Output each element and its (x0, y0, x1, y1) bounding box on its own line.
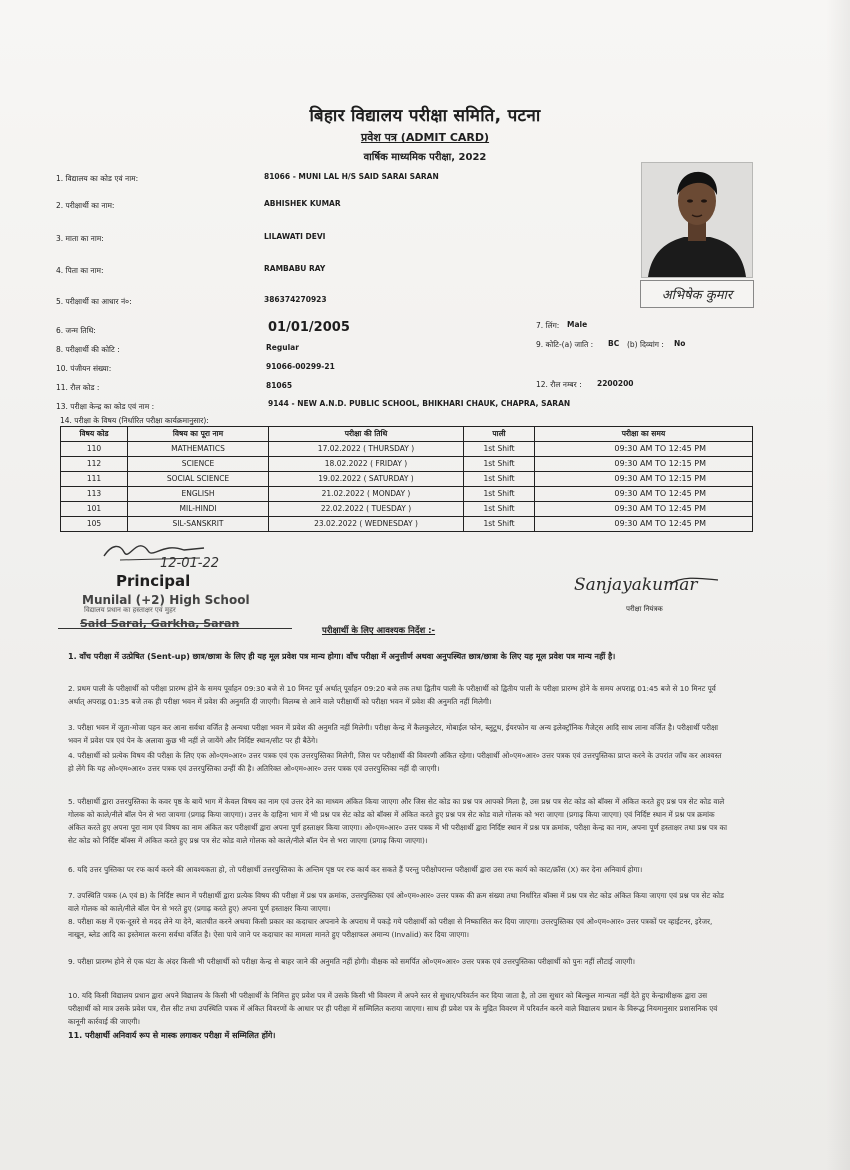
exam-date: 21.02.2022 ( MONDAY ) (269, 487, 464, 502)
instruction-item: 1. वाँच परीक्षा में उत्प्रेषित (Sent-up) छात्र/छात्रा के लिए ही यह मूल प्रवेश पत्र मान्य होगा। वाँच परीक्षा में अनुत्तीर्ण अथवा अनुपस्थित छात्र/छात्रा के लिए यह मूल प्रवेश पत्र मान्य नहीं है। (68, 652, 616, 661)
aadhaar-value: 386374270923 (264, 295, 327, 304)
exam-shift: 1st Shift (464, 487, 535, 502)
exam-time: 09:30 AM TO 12:15 PM (535, 457, 753, 472)
centre-label: 13. परीक्षा केन्द्र का कोड एवं नाम : (56, 402, 155, 411)
candidate-signature-box (640, 280, 754, 308)
subject-name: SOCIAL SCIENCE (128, 472, 269, 487)
subjects-label: 14. परीक्षा के विषय (निर्धारित परीक्षा कार्यक्रमानुसार): (60, 416, 209, 425)
exam-date: 19.02.2022 ( SATURDAY ) (269, 472, 464, 487)
subject-name: MIL-HINDI (128, 502, 269, 517)
instruction-item: 6. यदि उत्तर पुस्तिका पर रफ कार्य करने की आवश्यकता हो, तो परीक्षार्थी उत्तरपुस्तिका के अन्तिम पृष्ठ पर रफ कार्य कर सकते हैं परन्तु परीक्षोपरान्त परीक्षार्थी द्वारा उस रफ कार्य को काट/क्रॉस (X) कर देना अनिवार्य होगा। (68, 865, 643, 874)
table-row (61, 517, 753, 532)
name-label: 2. परीक्षार्थी का नाम: (56, 201, 115, 210)
paper-fold-shadow (826, 0, 850, 1170)
subject-code: 111 (61, 472, 128, 487)
candidate-photo (641, 162, 753, 278)
instruction-item: 4. परीक्षार्थी को प्रत्येक विषय की परीक्षा के लिए एक ओ०एम०आर० उत्तर पत्रक एवं एक उत्तरपुस्तिका मिलेगी, जिस पर परीक्षार्थी की विवरणी अंकित रहेगा। परीक्षार्थी ओ०एम०आर० उत्तर पत्रक एवं उत्तरपुस्तिका प्राप्त करने के उपरांत जाँच कर आश्वस्त हो लेंगे कि यह ओ०एम०आर० उत्तर पत्रक एवं उत्तरपुस्तिका उन्हीं की है। अतिरिक्त ओ०एम०आर० उत्तर पत्रक एवं उत्तरपुस्तिका नहीं दी जाएगी। (68, 751, 722, 773)
dob-label: 6. जन्म तिथि: (56, 326, 96, 335)
mother-label: 3. माता का नाम: (56, 234, 104, 243)
exam-date: 17.02.2022 ( THURSDAY ) (269, 442, 464, 457)
subject-code: 101 (61, 502, 128, 517)
disabled-value: No (674, 339, 686, 348)
exam-shift: 1st Shift (464, 517, 535, 532)
exam-name: वार्षिक माध्यमिक परीक्षा, 2022 (363, 152, 487, 163)
principal-school-location: Said Sarai, Garkha, Saran (80, 617, 240, 630)
exam-shift: 1st Shift (464, 442, 535, 457)
aadhaar-label: 5. परीक्षार्थी का आधार नं०: (56, 297, 132, 306)
instructions-title: परीक्षार्थी के लिए आवश्यक निर्देश :- (322, 626, 436, 636)
father-value: RAMBABU RAY (264, 264, 326, 273)
exam-shift: 1st Shift (464, 472, 535, 487)
dob-value: 01/01/2005 (268, 320, 350, 335)
exam-time: 09:30 AM TO 12:45 PM (535, 517, 753, 532)
registration-label: 10. पंजीयन संख्या: (56, 364, 112, 373)
category-value: Regular (266, 343, 299, 352)
subject-code: 113 (61, 487, 128, 502)
subject-name: MATHEMATICS (128, 442, 269, 457)
instruction-item: 8. परीक्षा कक्ष में एक-दूसरे से मदद लेने या देने, बातचीत करने अथवा किसी प्रकार का कदाचार अपनाने के अपराध में पकड़े गये परीक्षार्थी को परीक्षा से निष्कासित कर दिया जाएगा। उत्तरपुस्तिका एवं ओ०एम०आर० उत्तर पत्रकों पर व्हाईटनर, इरेजर, नाखून, ब्लेड आदि का इस्तेमाल करना सर्वथा वर्जित है। ऐसा पाये जाने पर कदाचार का मामला मानते हुए परीक्षाफल अमान्य (Invalid) कर दिया जाएगा। (68, 917, 713, 939)
exam-time: 09:30 AM TO 12:45 PM (535, 442, 753, 457)
instruction-item: 9. परीक्षा प्रारम्भ होने से एक घंटा के अंदर किसी भी परीक्षार्थी को परीक्षा केन्द्र से बाहर जाने की अनुमति नहीं होगी। वीक्षक को समर्पित ओ०एम०आर० उत्तर पत्रक एवं उत्तरपुस्तिका परीक्षार्थी को पुनः नहीं लौटाई जाएगी। (68, 957, 636, 966)
header-exam-date: परीक्षा की तिथि (269, 427, 464, 442)
subject-name: SIL-SANSKRIT (128, 517, 269, 532)
principal-signature-label: विद्यालय प्रधान का हस्ताक्षर एवं मुहर (84, 606, 176, 614)
table-row (61, 472, 753, 487)
exam-date: 18.02.2022 ( FRIDAY ) (269, 457, 464, 472)
exam-time: 09:30 AM TO 12:15 PM (535, 472, 753, 487)
exam-date: 22.02.2022 ( TUESDAY ) (269, 502, 464, 517)
subject-code: 110 (61, 442, 128, 457)
roll-number-value: 2200200 (597, 379, 634, 388)
roll-number-label: 12. रौल नम्बर : (536, 380, 582, 389)
caste-value: BC (608, 339, 620, 348)
exam-time: 09:30 AM TO 12:45 PM (535, 487, 753, 502)
subjects-table (60, 426, 753, 532)
name-value: ABHISHEK KUMAR (264, 199, 341, 208)
header-subject-name: विषय का पूरा नाम (128, 427, 269, 442)
principal-school-stamp: Munilal (+2) High School (82, 593, 250, 607)
centre-value: 9144 - NEW A.N.D. PUBLIC SCHOOL, BHIKHARI CHAUK, CHAPRA, SARAN (268, 399, 571, 408)
candidate-signature: अभिषेक कुमार (661, 288, 733, 303)
controller-signature (570, 566, 720, 606)
header-shift: पाली (464, 427, 535, 442)
table-row (61, 442, 753, 457)
instruction-item: 3. परीक्षा भवन में जूता-मोजा पहन कर आना सर्वथा वर्जित है अन्यथा परीक्षा भवन में प्रवेश की अनुमति नहीं मिलेगी। परीक्षा केन्द्र में कैलकुलेटर, मोबाईल फोन, ब्लूटूथ, ईयरफोन या अन्य इलेक्ट्रॉनिक गैजेट्स आदि साथ लाना वर्जित है। परीक्षार्थी परीक्षा भवन में प्रवेश पत्र एवं पेन के अलावा कुछ भी नहीं ले जायेंगे और निर्दिष्ट स्थान/सीट पर ही बैठेंगे। (68, 723, 719, 745)
header-exam-time: परीक्षा का समय (535, 427, 753, 442)
subject-name: ENGLISH (128, 487, 269, 502)
gender-label: 7. लिंग: (536, 321, 560, 330)
roll-code-value: 81065 (266, 381, 293, 390)
disabled-label: (b) दिव्यांग : (627, 340, 664, 349)
subjects-header-row (61, 427, 753, 442)
school-value: 81066 - MUNI LAL H/S SAID SARAI SARAN (264, 172, 439, 181)
school-label: 1. विद्यालय का कोड एवं नाम: (56, 174, 139, 183)
instruction-item: 2. प्रथम पाली के परीक्षार्थी को परीक्षा प्रारम्भ होने के समय पूर्वाहन 09:30 बजे से 10 मिनट पूर्व अर्थात् पूर्वाहन 09:20 बजे तक तथा द्वितीय पाली के परीक्षार्थी को द्वितीय पाली के परीक्षा प्रारम्भ होने के समय अपराह्न 01:45 बजे से 10 मिनट पूर्व अर्थात् अपराह्न 01:35 बजे तक ही परीक्षा भवन में प्रवेश की अनुमति दी जाएगी। विलम्ब से आने वाले परीक्षार्थी को परीक्षा भवन में प्रवेश की अनुमति नहीं मिलेगी। (68, 684, 716, 706)
subject-name: SCIENCE (128, 457, 269, 472)
divider-line (58, 628, 292, 629)
table-row (61, 502, 753, 517)
table-row (61, 457, 753, 472)
table-row (61, 487, 753, 502)
document-title: प्रवेश पत्र (ADMIT CARD) (360, 131, 490, 144)
caste-label: 9. कोटि-(a) जाति : (536, 340, 594, 349)
category-label: 8. परीक्षार्थी की कोटि : (56, 345, 120, 354)
exam-shift: 1st Shift (464, 502, 535, 517)
principal-title: Principal (116, 572, 191, 590)
instruction-item-last: 11. परीक्षार्थी अनिवार्य रूप से मास्क लगाकर परीक्षा में सम्मिलित होंगे। (68, 1031, 276, 1040)
instruction-item: 10. यदि किसी विद्यालय प्रधान द्वारा अपने विद्यालय के किसी भी परीक्षार्थी के निमित्त हुए प्रवेश पत्र में उसके किसी भी विवरण में अपने स्तर से सुधार/परिवर्तन कर दिया जाता है, तो उस सुधार को बिल्कुल मान्यता नहीं देते हुए केन्द्राधीक्षक द्वारा उस परीक्षार्थी को मात्र उसके प्रवेश पत्र, रौल सीट तथा उपस्थिति पत्रक में अंकित विवरणों के आधार पर ही परीक्षा में सम्मिलित कराया जाएगा। साथ ही प्रवेश पत्र के मुद्रित विवरण में परिवर्तन करने वाले विद्यालय प्रधान के विरूद्ध नियमानुसार प्रशासनिक एवं कानूनी कार्रवाई की जाएगी। (68, 991, 718, 1026)
board-name: बिहार विद्यालय परीक्षा समिति, पटना (309, 106, 541, 126)
registration-value: 91066-00299-21 (266, 362, 335, 371)
subject-code: 105 (61, 517, 128, 532)
exam-date: 23.02.2022 ( WEDNESDAY ) (269, 517, 464, 532)
mother-value: LILAWATI DEVI (264, 232, 326, 241)
exam-shift: 1st Shift (464, 457, 535, 472)
header-subject-code: विषय कोड (61, 427, 128, 442)
father-label: 4. पिता का नाम: (56, 266, 104, 275)
roll-code-label: 11. रौल कोड : (56, 383, 100, 392)
subject-code: 112 (61, 457, 128, 472)
controller-label: परीक्षा नियंत्रक (626, 605, 663, 613)
principal-sign-date: 12-01-22 (160, 556, 220, 571)
gender-value: Male (567, 320, 588, 329)
exam-time: 09:30 AM TO 12:45 PM (535, 502, 753, 517)
instruction-item: 7. उपस्थिति पत्रक (A एवं B) के निर्दिष्ट स्थान में परीक्षार्थी द्वारा प्रत्येक विषय की परीक्षा में प्रश्न पत्र क्रमांक, उत्तरपुस्तिका एवं ओ०एम०आर० उत्तर पत्रक की क्रम संख्या तथा निर्धारित बॉक्स में प्रश्न पत्र सेट कोड अंकित किया जाएगा एवं प्रश्न पत्र सेट कोड वाले गोलक को काले/नीले बॉल पेन से भरते हुए (प्रगाढ़ करते हुए) अपना पूर्ण हस्ताक्षर किया जाएगा। (68, 891, 724, 913)
controller-signature-text: Sanjayakumar (574, 575, 698, 595)
instruction-item: 5. परीक्षार्थी द्वारा उत्तरपुस्तिका के कवर पृष्ठ के बायें भाग में केवल विषय का नाम एवं उत्तर देने का माध्यम अंकित किया जाएगा और जिस सेट कोड का प्रश्न पत्र आपको मिला है, उस प्रश्न पत्र सेट कोड को बॉक्स में अंकित करते हुए प्रश्न पत्र सेट कोड वाले गोलक को काले/नीले बॉल पेन से भरा जायगा (प्रगाढ़ किया जाएगा)। उत्तर के दाहिना भाग में भी प्रश्न पत्र सेट कोड को बॉक्स में अंकित करते हुए प्रश्न पत्र सेट कोड वाले गोलक को भरा जाएगा (प्रगाढ़ किया जाएगा) एवं निर्दिष्ट स्थान में प्रश्न पत्र क्रमांक अंकित करते हुए अपना पूरा नाम एवं विषय का नाम अंकित कर परीक्षार्थी द्वारा अपना पूर्ण हस्ताक्षर किया जाएगा। ओ०एम०आर० उत्तर पत्रक में भी परीक्षार्थी द्वारा निर्दिष्ट स्थान में प्रश्न पत्र क्रमांक, परीक्षा केन्द्र का नाम, अपना पूर्ण हस्ताक्षर तथा प्रश्न पत्र का सेट कोड को निर्दिष्ट बॉक्स में अंकित करते हुए प्रश्न पत्र सेट कोड वाले गोलक को काले/नीले बॉल पेन से भरा जाएगा (प्रगाढ़ किया जाएगा)। (68, 797, 727, 845)
